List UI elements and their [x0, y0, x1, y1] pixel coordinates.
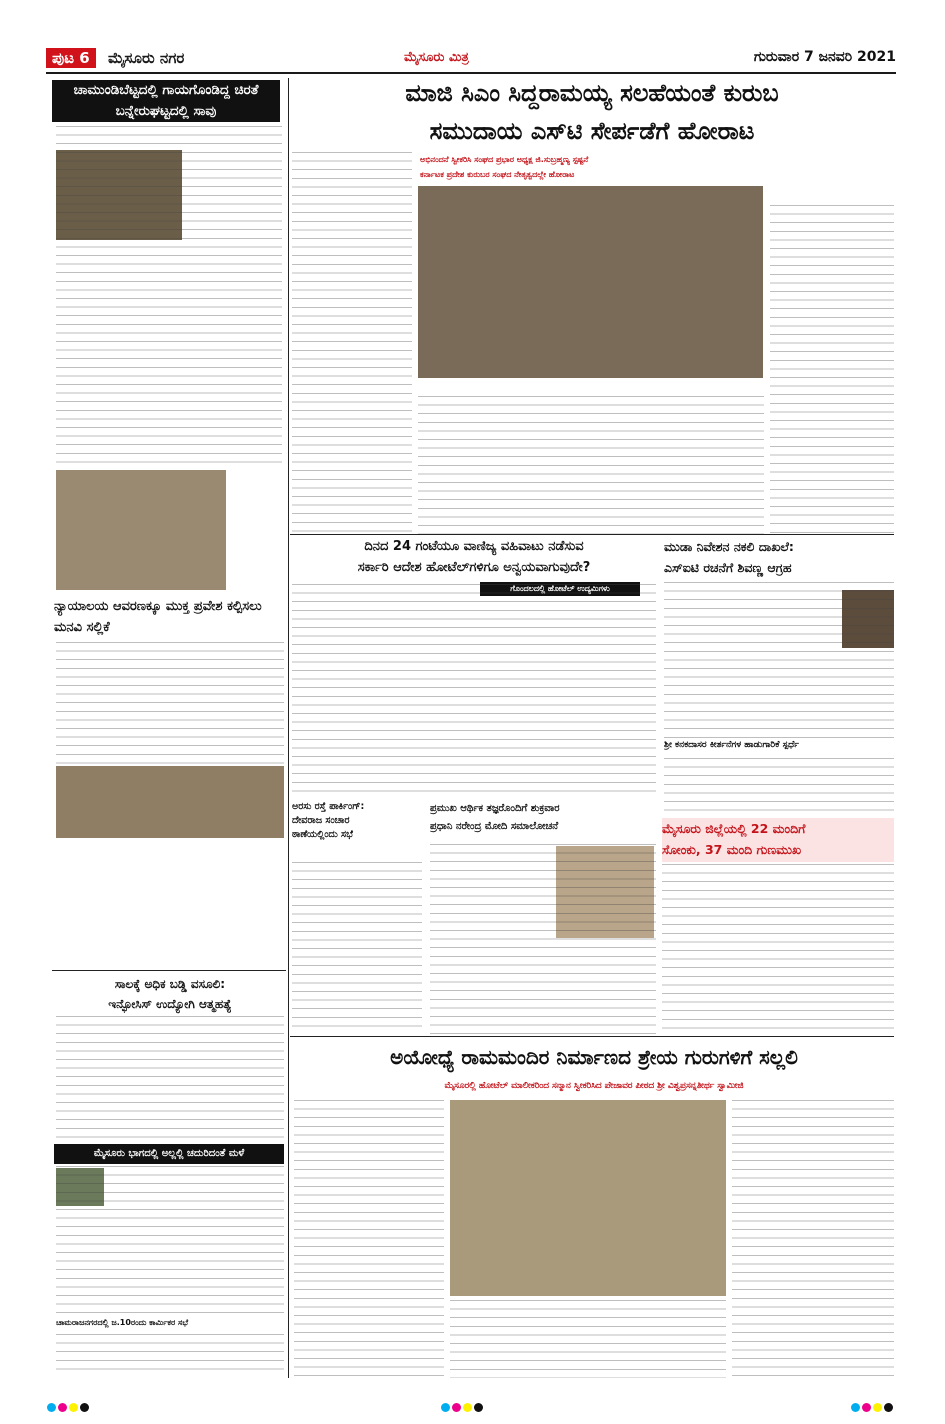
lead-photo: [418, 186, 763, 378]
muda-headline: [664, 536, 894, 580]
registration-marks-center: [440, 1397, 484, 1416]
page-number: 6: [79, 49, 90, 67]
labour-headline: ಚಾಮರಾಜನಗರದಲ್ಲಿ ಜ.10ರಂದು ಕಾರ್ಮಿಕರ ಸಭೆ: [56, 1318, 189, 1327]
lead-headline-line1: ಮಾಜಿ ಸಿಎಂ ಸಿದ್ದರಾಮಯ್ಯ ಸಲಹೆಯಂತೆ ಕುರುಬ: [405, 79, 779, 107]
hotels-headline-line1: ದಿನದ 24 ಗಂಟೆಯೂ ವಾಣಿಜ್ಯ ವಹಿವಾಟು ನಡೆಸುವ: [364, 539, 584, 554]
lead-body-right: [770, 205, 894, 535]
parking-headline: [292, 800, 422, 858]
modi-headline-line2: ಪ್ರಧಾನಿ ನರೇಂದ್ರ ಮೋದಿ ಸಮಾಲೋಚನೆ: [430, 821, 559, 832]
lead-headline: [292, 74, 892, 152]
leopard-headline: ಚಾಮುಂಡಿಬೆಟ್ಟದಲ್ಲಿ ಗಾಯಗೊಂಡಿದ್ದ ಚಿರತೆ ಬನ್ನೇರುಘಟ್ಟದಲ್ಲಿ ಸಾವು: [52, 80, 280, 122]
page-number-badge: [46, 48, 96, 68]
loan-headline-line1: ಸಾಲಕ್ಕೆ ಅಧಿಕ ಬಡ್ಡಿ ವಸೂಲಿ:: [114, 977, 226, 991]
kanakadasa-body: [664, 758, 894, 816]
labour-body: [56, 1334, 284, 1374]
modi-body: [430, 844, 656, 1034]
court-body: [56, 642, 284, 764]
lead-headline-line2: ಸಮುದಾಯ ಎಸ್‌ಟಿ ಸೇರ್ಪಡೆಗೆ ಹೋರಾಟ: [429, 117, 755, 145]
parking-body: [292, 862, 422, 1034]
hotels-headline-line2: ಸರ್ಕಾರಿ ಆದೇಶ ಹೋಟೆಲ್‌ಗಳಿಗೂ ಅನ್ವಯವಾಗುವುದೇ?: [357, 560, 591, 575]
leopard-body: [56, 126, 282, 466]
ram-photo: [450, 1100, 726, 1296]
masthead: ಮೈಸೂರು ಮಿತ್ರ: [404, 50, 469, 65]
covid-body: [662, 864, 894, 1034]
covid-headline-line1: ಮೈಸೂರು ಜಿಲ್ಲೆಯಲ್ಲಿ 22 ಮಂದಿಗೆ: [662, 821, 806, 836]
court-headline: ನ್ಯಾಯಾಲಯ ಆವರಣಕ್ಕೂ ಮುಕ್ತ ಪ್ರವೇಶ ಕಲ್ಪಿಸಲು ಮನವಿ ಸಲ್ಲಿಕೆ: [54, 599, 262, 635]
parking-headline-line3: ಠಾಣೆಯಲ್ಲಿಂದು ಸಭೆ: [292, 829, 353, 840]
hotels-body: [292, 584, 656, 794]
lead-body-bottom: [418, 396, 764, 534]
page-label: ಪುಟ: [52, 49, 75, 67]
ram-subhead: ಮೈಸೂರಲ್ಲಿ ಹೋಟೆಲ್ ಮಾಲೀಕರಿಂದ ಸನ್ಮಾನ ಸ್ವೀಕರಿಸಿದ ಪೇಜಾವರ ಪೀಠದ ಶ್ರೀ ವಿಶ್ವಪ್ರಸನ್ನತೀರ್ಥ ಸ್ವಾಮೀಜಿ: [444, 1081, 744, 1091]
kanakadasa-headline: ಶ್ರೀ ಕನಕದಾಸರ ಕೀರ್ತನೆಗಳ ಹಾಡುಗಾರಿಕೆ ಸ್ಪರ್ಧೆ: [664, 740, 799, 750]
loan-headline-line2: ಇನ್ಫೋಸಿಸ್ ಉದ್ಯೋಗಿ ಆತ್ಮಹತ್ಯೆ: [108, 997, 232, 1011]
lead-bullet-2: ಕರ್ನಾಟಕ ಪ್ರದೇಶ ಕುರುಬರ ಸಂಘದ ನೇತೃತ್ವದಲ್ಲೇ ಹೋರಾಟ: [420, 170, 575, 179]
muda-body: [664, 582, 894, 738]
court-photo-top: [56, 470, 226, 590]
ram-body-col1: [294, 1100, 444, 1378]
page-header: [46, 46, 896, 74]
parking-headline-line2: ದೇವರಾಜ ಸಂಚಾರ: [292, 815, 350, 826]
hotels-headline: [292, 536, 656, 580]
ram-headline: ಅಯೋಧ್ಯೆ ರಾಮಮಂದಿರ ನಿರ್ಮಾಣದ ಶ್ರೇಯ ಗುರುಗಳಿಗೆ ಸಲ್ಲಲಿ: [390, 1045, 798, 1069]
lead-body-col1: [292, 152, 412, 532]
covid-headline: [662, 818, 894, 862]
rain-headline: ಮೈಸೂರು ಭಾಗದಲ್ಲಿ ಅಲ್ಲಲ್ಲಿ ಚದುರಿದಂತೆ ಮಳೆ: [54, 1144, 284, 1164]
muda-headline-line1: ಮುಡಾ ನಿವೇಶನ ನಕಲಿ ದಾಖಲೆ:: [664, 539, 794, 554]
muda-headline-line2: ಎಸ್‌ಐಟಿ ರಚನೆಗೆ ಶಿವಣ್ಣ ಆಗ್ರಹ: [664, 560, 792, 575]
modi-headline: [430, 800, 656, 840]
hotels-subhead: ಗೊಂದಲದಲ್ಲಿ ಹೋಟೆಲ್ ಉದ್ಯಮಿಗಳು: [480, 582, 640, 596]
modi-headline-line1: ಪ್ರಮುಖ ಆರ್ಥಿಕ ತಜ್ಞರೊಂದಿಗೆ ಶುಕ್ರವಾರ: [430, 803, 560, 814]
column-rule: [290, 1036, 894, 1037]
parking-headline-line1: ಅರಸು ರಸ್ತೆ ಪಾರ್ಕಿಂಗ್:: [292, 801, 365, 812]
covid-headline-line2: ಸೋಂಕು, 37 ಮಂದಿ ಗುಣಮುಖ: [662, 842, 802, 857]
loan-body: [56, 1016, 284, 1142]
registration-marks-right: [850, 1397, 894, 1416]
loan-headline: [54, 974, 286, 1014]
registration-marks-left: [46, 1397, 90, 1416]
ram-body-col3: [732, 1100, 894, 1378]
date: ಗುರುವಾರ 7 ಜನವರಿ 2021: [753, 49, 896, 65]
column-rule: [290, 534, 894, 535]
court-photo-bottom: [56, 766, 284, 838]
ram-body-col2: [450, 1300, 726, 1378]
lead-bullet-1: ಅಭಿನಂದನೆ ಸ್ವೀಕರಿಸಿ ಸಂಘದ ಪ್ರಭಾರ ಅಧ್ಯಕ್ಷ ಜಿ.ಸುಬ್ರಹ್ಮಣ್ಯ ಸ್ಪಷ್ಟನೆ: [420, 155, 589, 164]
section-title: ಮೈಸೂರು ನಗರ: [108, 49, 185, 67]
column-rule: [52, 970, 286, 971]
column-rule: [288, 78, 289, 1378]
rain-body: [56, 1166, 284, 1316]
